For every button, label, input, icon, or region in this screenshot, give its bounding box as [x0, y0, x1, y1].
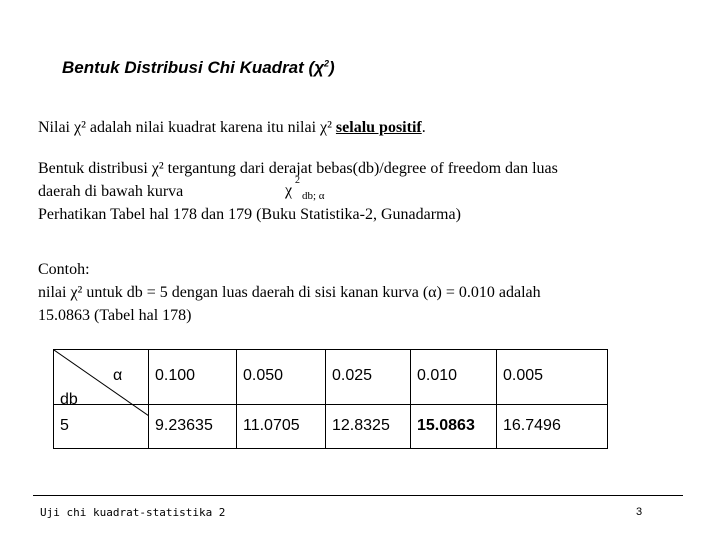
page-number: 3: [636, 506, 643, 518]
db-label: db: [60, 391, 78, 408]
title-close: ): [329, 58, 335, 77]
title-text: Bentuk Distribusi Chi Kuadrat (: [62, 58, 315, 77]
title-chi-symbol: χ: [314, 58, 325, 77]
paragraph-distribution: [38, 157, 558, 226]
paragraph-positive-emphasis: selalu positif: [335, 119, 422, 136]
example-line-2: 15.0863 (Tabel hal 178): [38, 307, 192, 324]
alpha-value: 0.025: [326, 350, 411, 405]
alpha-value: 0.050: [237, 350, 326, 405]
chi-symbol: χ: [285, 182, 293, 199]
distribution-line-1: Bentuk distribusi χ² tergantung dari derajat bebas(db)/degree of freedom dan luas: [38, 160, 558, 177]
paragraph-positive-text: Nilai χ² adalah nilai kuadrat karena itu nilai χ²: [38, 119, 336, 136]
title-superscript: 2: [324, 58, 330, 69]
chi-value-highlighted: 15.0863: [411, 405, 497, 449]
example-label: Contoh:: [38, 261, 90, 278]
db-value: 5: [54, 405, 149, 449]
paragraph-positive: [38, 116, 426, 139]
alpha-value: 0.005: [497, 350, 608, 405]
table-header-row: [54, 350, 608, 405]
table-corner-cell: [54, 350, 149, 408]
example-line-1: nilai χ² untuk db = 5 dengan luas daerah di sisi kanan kurva (α) = 0.010 adalah: [38, 284, 541, 301]
footer-divider: [33, 495, 683, 496]
chi-value: 9.23635: [149, 405, 237, 449]
footer-title: Uji chi kuadrat-statistika 2: [40, 506, 226, 519]
distribution-line-3: Perhatikan Tabel hal 178 dan 179 (Buku Statistika-2, Gunadarma): [38, 206, 461, 223]
chi-value: 11.0705: [237, 405, 326, 449]
example-block: [38, 258, 541, 327]
alpha-value: 0.100: [149, 350, 237, 405]
alpha-value: 0.010: [411, 350, 497, 405]
distribution-line-2: daerah di bawah kurva: [38, 183, 184, 200]
paragraph-positive-end: .: [421, 119, 426, 136]
alpha-label: α: [113, 367, 123, 384]
chi-subscript: db; α: [302, 190, 325, 202]
chi-square-table: [53, 349, 608, 449]
chi-value: 12.8325: [326, 405, 411, 449]
chi-square-notation: [285, 175, 325, 202]
slide-title: [62, 58, 335, 78]
chi-superscript: 2: [295, 175, 300, 186]
chi-value: 16.7496: [497, 405, 608, 449]
